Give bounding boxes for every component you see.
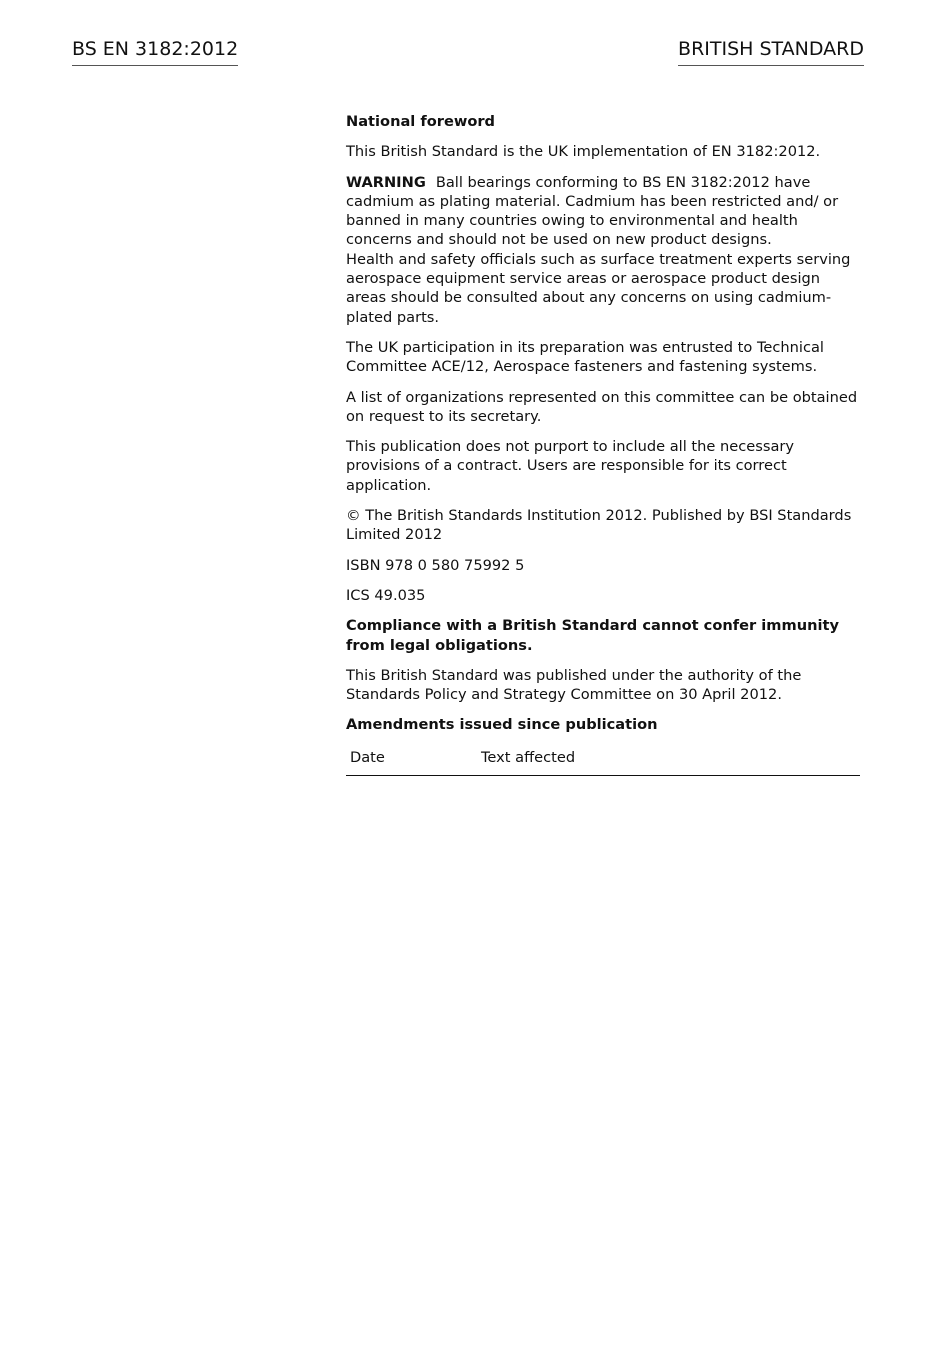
implementation-paragraph: This British Standard is the UK implementation of EN 3182:2012. [346, 143, 821, 161]
warning-paragraph [346, 173, 858, 327]
authority-paragraph: This British Standard was published under the authority of the Standards Policy and Strategy Committee on 30 April 2012. [346, 666, 802, 704]
warning-label: WARNING [346, 173, 426, 191]
foreword-heading: National foreword [346, 113, 496, 130]
column-header-date: Date [346, 746, 477, 776]
copyright-paragraph: © The British Standards Institution 2012. Published by BSI Standards Limited 2012 [346, 507, 852, 544]
series-label: BRITISH STANDARD [678, 38, 864, 66]
document-number: BS EN 3182:2012 [72, 38, 238, 66]
amendments-header-row [346, 746, 860, 776]
contract-paragraph: This publication does not purport to include all the necessary provisions of a contract. Users are responsible for its correct application. [346, 438, 795, 494]
isbn: ISBN 978 0 580 75992 5 [346, 556, 525, 574]
compliance-paragraph: Compliance with a British Standard cannot confer immunity from legal obligations. [346, 617, 839, 654]
warning-text-2: Health and safety officials such as surface treatment experts serving aerospace equipment service areas or aerospace product design areas should be consulted about any concerns on using cadmium-plated parts. [346, 250, 851, 326]
amendments-heading: Amendments issued since publication [346, 716, 658, 734]
column-header-text-affected: Text affected [477, 746, 860, 776]
warning-text: Ball bearings conforming to BS EN 3182:2012 have cadmium as plating material. Cadmium has been restricted and/ or banned in many countries owing to environmental and health concerns and should not be used on new product designs. [346, 173, 839, 249]
organizations-paragraph: A list of organizations represented on this committee can be obtained on request to its secretary. [346, 388, 858, 425]
amendments-table [346, 746, 860, 776]
participation-paragraph: The UK participation in its preparation was entrusted to Technical Committee ACE/12, Aerospace fasteners and fastening systems. [346, 338, 824, 376]
ics: ICS 49.035 [346, 586, 426, 604]
foreword-section [346, 112, 858, 776]
